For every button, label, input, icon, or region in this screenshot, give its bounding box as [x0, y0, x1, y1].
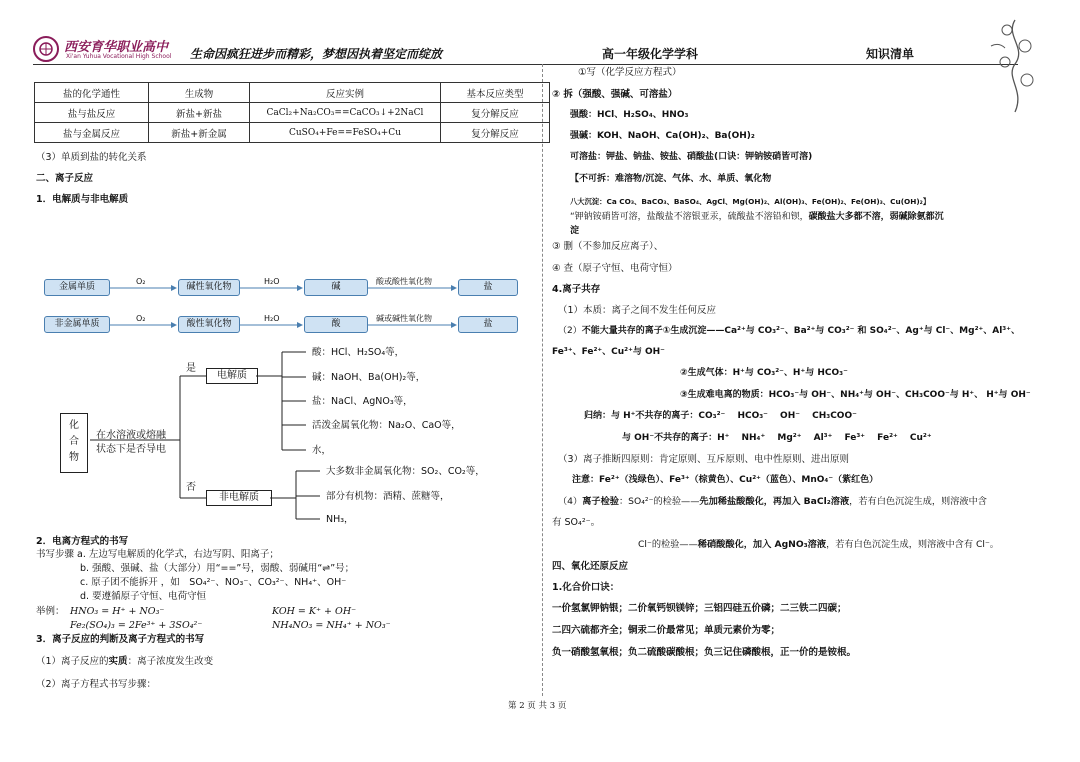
- text-run: 不能大量共存的离子①生成沉淀——Ca²⁺与 CO₃²⁻、Ba²⁺与 CO₃²⁻ 和 SO₄²⁻、Ag⁺与 Cl⁻、Mg²⁺、Al³⁺、: [581, 326, 1020, 336]
- tree-no: 否: [186, 482, 196, 493]
- tree-item: 酸：HCl、H₂SO₄等，: [312, 347, 405, 358]
- right-line: 有 SO₄²⁻。: [552, 517, 601, 528]
- table-cell: 盐与金属反应: [35, 123, 149, 143]
- table-cell: CaCl₂+Na₂CO₃==CaCO₃↓+2NaCl: [250, 103, 441, 123]
- flow-label: O₂: [136, 314, 146, 323]
- ionization-equation: KOH = K⁺ + OH⁻: [272, 606, 357, 617]
- table-cell: 盐与盐反应: [35, 103, 149, 123]
- left-line: （3）单质到盐的转化关系: [36, 152, 147, 163]
- ionization-equation: Fe₂(SO₄)₃ = 2Fe³⁺ + 3SO₄²⁻: [70, 620, 203, 631]
- subsection-heading: 3．离子反应的判断及离子方程式的书写: [36, 634, 205, 645]
- metal-element-box: 金属单质: [44, 279, 110, 296]
- column-divider: [542, 64, 543, 696]
- text-run: （1）离子反应的: [36, 656, 109, 667]
- right-line: ② 拆（强酸、强碱、可溶盐）: [552, 89, 678, 100]
- basic-oxide-box: 碱性氧化物: [178, 279, 240, 296]
- right-line: 八大沉淀：Ca CO₃、BaCO₃、BaSO₄、AgCl、Mg(OH)₂、Al(OH)₃、Fe(OH)₂、Fe(OH)₃、Cu(OH)₂】: [570, 197, 931, 206]
- tree-condition: 在水溶液或熔融: [96, 430, 166, 441]
- tree-condition: 状态下是否导电: [96, 444, 166, 455]
- ionization-equation: HNO₃ = H⁺ + NO₃⁻: [70, 606, 165, 617]
- non-electrolyte-box: 非电解质: [206, 490, 272, 506]
- step-line: c. 原子团不能拆开 ，如 SO₄²⁻、NO₃⁻、CO₃²⁻、NH₄⁺、OH⁻: [80, 577, 347, 588]
- text-run: 稀硝酸酸化，加入 AgNO₃溶液: [697, 539, 827, 550]
- flow-label: 酸或酸性氧化物: [376, 277, 432, 286]
- header-slogan: 生命因疯狂进步而精彩，梦想因执着坚定而绽放: [190, 47, 443, 61]
- compound-box: [60, 413, 88, 473]
- page-number: 第 2 页 共 3 页: [508, 701, 567, 711]
- right-line: 与 OH⁻不共存的离子：H⁺ NH₄⁺ Mg²⁺ Al³⁺ Fe³⁺ Fe²⁺ Cu²⁺: [622, 433, 932, 443]
- example-label: 举例：: [36, 606, 65, 617]
- salt-box: 盐: [458, 279, 518, 296]
- table-cell: CuSO₄+Fe==FeSO₄+Cu: [250, 123, 441, 143]
- text-run: 注意：: [572, 475, 600, 485]
- right-line: [638, 538, 999, 551]
- subsection-heading: 1．电解质与非电解质: [36, 194, 129, 205]
- flow-label: O₂: [136, 277, 146, 286]
- right-line: ①写（化学反应方程式）: [578, 67, 682, 78]
- table-header-cell: 基本反应类型: [441, 83, 550, 103]
- table-cell: 复分解反应: [441, 123, 550, 143]
- tree-item: 部分有机物：酒精、蔗糖等，: [326, 491, 450, 502]
- flow-label: H₂O: [264, 277, 280, 286]
- tree-item: 大多数非金属氧化物：SO₂、CO₂等，: [326, 466, 485, 477]
- right-line: 淀: [570, 226, 580, 236]
- right-line: 强酸：HCl、H₂SO₄、HNO₃: [570, 110, 689, 120]
- electrolyte-box: 电解质: [206, 368, 258, 384]
- text-run: ，若有白色沉淀生成，则溶液中含有 Cl⁻。: [826, 539, 999, 550]
- table-cell: 新盐+新金属: [149, 123, 250, 143]
- right-line: 一价氢氯钾钠银；二价氧钙钡镁锌；三铝四硅五价磷；二三铁二四碳；: [552, 603, 847, 614]
- nonmetal-element-box: 非金属单质: [44, 316, 110, 333]
- text-run: （2）: [558, 326, 582, 336]
- right-line: [572, 474, 878, 487]
- right-line: 负一硝酸氢氧根；负二硫酸碳酸根；负三记住磷酸根，正一价的是铵根。: [552, 647, 857, 658]
- subsection-heading: 2．电离方程式的书写: [36, 536, 129, 547]
- flow-label: H₂O: [264, 314, 280, 323]
- school-name: 西安育华职业高中: [64, 40, 169, 55]
- right-line: 归纳：与 H⁺不共存的离子：CO₃²⁻ HCO₃⁻ OH⁻ CH₃COO⁻: [584, 411, 857, 421]
- text-run: 离子检验: [582, 496, 619, 507]
- text-run: Fe²⁺（浅绿色）、Fe³⁺（棕黄色）、Cu²⁺（蓝色）、MnO₄⁻（紫红色）: [599, 475, 879, 485]
- table-header-cell: 反应实例: [250, 83, 441, 103]
- text-run: ，若有白色沉淀生成，则溶液中含: [849, 496, 987, 507]
- left-line: [36, 655, 213, 668]
- right-line: 二四六硫都齐全；铜汞二价最常见；单质元素价为零；: [552, 625, 781, 636]
- table-cell: 复分解反应: [441, 103, 550, 123]
- salt-box: 盐: [458, 316, 518, 333]
- right-line: Fe³⁺、Fe²⁺、Cu²⁺与 OH⁻: [552, 347, 665, 357]
- text-run: 碳酸盐大多都不溶，弱碱除氨都沉: [808, 212, 944, 222]
- text-run: ：SO₄²⁻的检验——: [618, 496, 700, 507]
- table-header-cell: 盐的化学通性: [35, 83, 149, 103]
- tree-item: NH₃，: [326, 514, 354, 525]
- right-line: （1）本质：离子之间不发生任何反应: [558, 305, 717, 316]
- text-run: Cl⁻的检验——: [638, 539, 698, 550]
- flow-label: 碱或碱性氧化物: [376, 314, 432, 323]
- right-line: ③ 删（不参加反应离子）、: [552, 241, 664, 252]
- section-heading: 四、氧化还原反应: [552, 561, 629, 572]
- right-line: ③生成难电离的物质：HCO₃⁻与 OH⁻、NH₄⁺与 OH⁻、CH₃COO⁻与 H⁺、 H⁺与 OH⁻: [680, 390, 1031, 400]
- left-line: （2）离子方程式书写步骤：: [36, 679, 157, 690]
- header-doc-type: 知识清单: [866, 47, 915, 61]
- section-heading: 二、离子反应: [36, 173, 94, 184]
- text-run: 实质: [108, 656, 128, 667]
- step-line: 书写步骤 a. 左边写电解质的化学式，右边写阴、阳离子；: [36, 549, 279, 560]
- right-line: 强碱：KOH、NaOH、Ca(OH)₂、Ba(OH)₂: [570, 131, 755, 141]
- header-subject: 高一年级化学学科: [602, 47, 699, 61]
- subsection-heading: 1.化合价口诀：: [552, 582, 620, 593]
- acid-box: 酸: [304, 316, 368, 333]
- tree-yes: 是: [186, 363, 196, 374]
- right-line: [558, 325, 1020, 338]
- ionization-equation: NH₄NO₃ = NH₄⁺ + NO₃⁻: [272, 620, 391, 631]
- text-run: 先加稀盐酸酸化，再加入 BaCl₂溶液: [699, 496, 850, 507]
- tree-item: 盐：NaCl、AgNO₃等，: [312, 396, 413, 407]
- acid-oxide-box: 酸性氧化物: [178, 316, 240, 333]
- section-heading: 4.离子共存: [552, 284, 601, 295]
- tree-item: 活泼金属氧化物：Na₂O、CaO等，: [312, 420, 461, 431]
- right-line: ②生成气体：H⁺与 CO₃²⁻、H⁺与 HCO₃⁻: [680, 368, 848, 378]
- floral-decoration-icon: [985, 16, 1047, 116]
- right-line: [558, 495, 987, 508]
- table-cell: 新盐+新盐: [149, 103, 250, 123]
- tree-item: 碱：NaOH、Ba(OH)₂等，: [312, 372, 426, 383]
- base-box: 碱: [304, 279, 368, 296]
- right-line: [570, 211, 944, 224]
- text-run: “钾钠铵硝皆可溶，盐酸盐不溶银亚汞，硫酸盐不溶铅和钡，: [570, 212, 809, 222]
- text-run: ：离子浓度发生改变: [127, 656, 214, 667]
- right-line: ④ 查（原子守恒、电荷守恒）: [552, 263, 678, 274]
- table-header-cell: 生成物: [149, 83, 250, 103]
- right-line: 【不可拆：难溶物/沉淀、气体、水、单质、氧化物: [570, 174, 772, 184]
- step-line: d. 要遵循原子守恒、电荷守恒: [80, 591, 207, 602]
- right-line: （3）离子推断四原则：肯定原则、互斥原则、电中性原则、进出原则: [558, 454, 850, 465]
- school-name-en: Xi'an Yuhua Vocational High School: [66, 53, 172, 60]
- step-line: b. 强酸、强碱、盐（大部分）用“==”号，弱酸、弱碱用“⇌”号；: [80, 563, 355, 574]
- right-line: 可溶盐：钾盐、钠盐、铵盐、硝酸盐(口诀：钾钠铵硝皆可溶): [570, 152, 813, 162]
- text-run: （4）: [558, 496, 583, 507]
- tree-item: 水，: [312, 445, 332, 456]
- compound-label: 化合物: [69, 420, 79, 463]
